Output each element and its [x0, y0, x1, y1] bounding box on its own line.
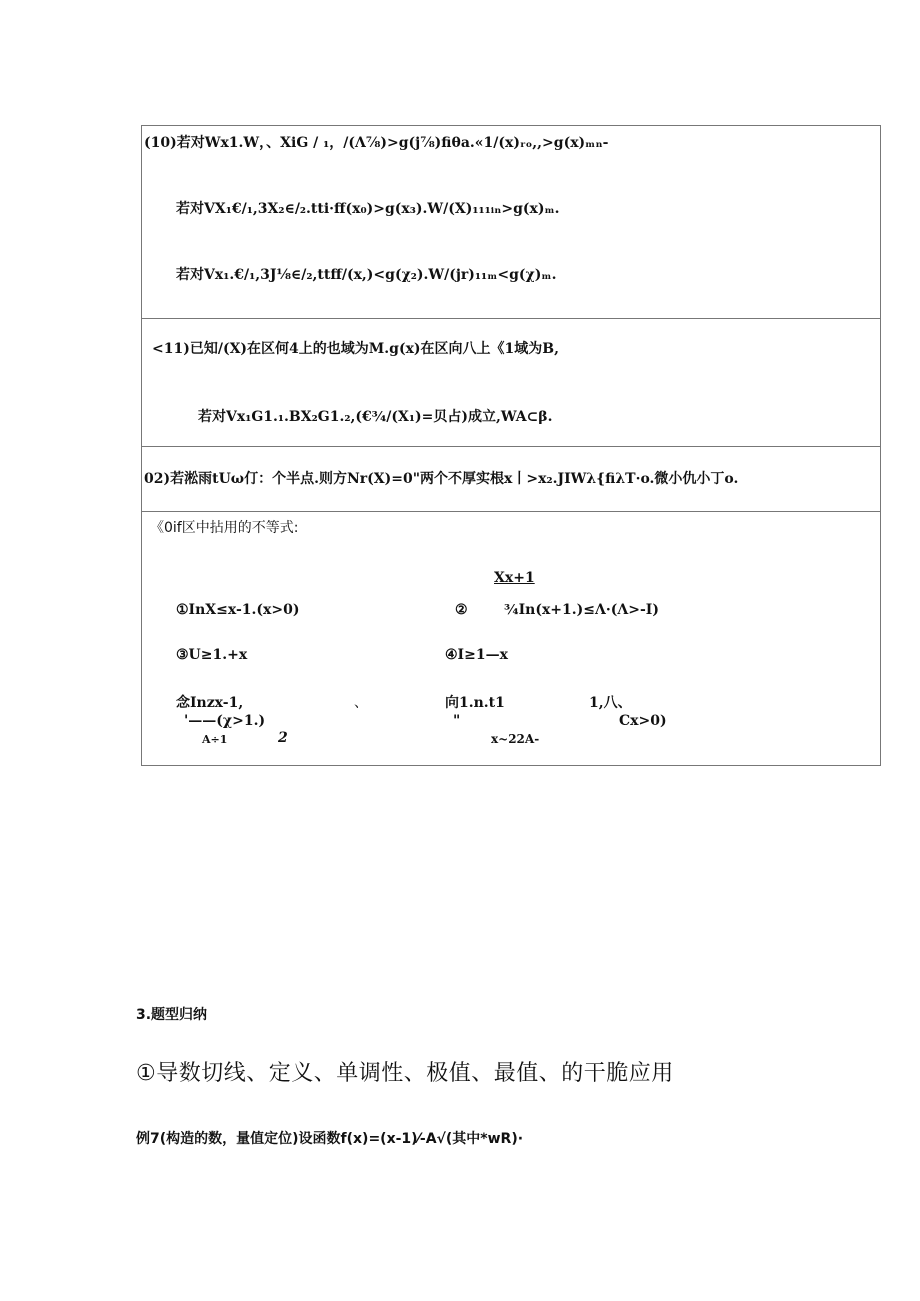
- inequality-6-main: 向1.n.t1: [445, 695, 505, 711]
- box-11: [142, 318, 880, 447]
- inequality-1: ①InX≤x-1.(x>0): [176, 602, 300, 618]
- inequality-2-marker: ②: [455, 602, 468, 618]
- inequality-5-two: 2: [278, 730, 288, 746]
- example-7: 例7(构造的数，量值定位)设函数f(x)=(x-1)⁄-A√(其中*wR)·: [136, 1131, 524, 1147]
- inequality-5-frac: '——(χ>1.): [184, 713, 266, 729]
- inequality-6-quote: ": [453, 713, 461, 729]
- box11-line1: <11)已知/(X)在区何4上的也域为M.g(x)在区向八上《1域为B,: [152, 341, 560, 357]
- box-12: [142, 446, 880, 512]
- inequality-6-condition: Cx>0): [619, 713, 667, 729]
- inequality-4: ④I≥1—x: [445, 647, 508, 663]
- box10-line1: (10)若对Wx1.W，、XiG / ₁，/(Λ⅞)>g(j⅞)fiθa.«1/(x)ᵣₒ,,>g(x)ₘₙ-: [144, 135, 609, 151]
- section-subheading: ①导数切线、定义、单调性、极值、最值、的干脆应用: [136, 1061, 674, 1086]
- inequality-6-denominator: x~22A-: [491, 732, 540, 746]
- box10-line2: 若对VX₁€/₁,3X₂∈/₂.tti·ff(x₀)>g(x₃).W/(X)₁₁₁ᵢₙ>g(x)ₘ.: [176, 201, 560, 217]
- content-box: [141, 125, 881, 766]
- box-13: [142, 511, 880, 765]
- inequality-2: ¾In(x+1.)≤Λ·(Λ>-I): [504, 602, 659, 618]
- box10-line3: 若对Vx₁.€/₁,3J⅛∈/₂,ttff/(x,)<g(χ₂).W/(jr)₁₁ₘ<g(χ)ₘ.: [176, 267, 557, 283]
- inequality-6-right: 1,八、: [589, 695, 632, 711]
- box12-line1: 02)若淞雨tUω仃：个半点.则方Nr(X)=0"两个不厚实根x丨>x₂.JIWλ{fiλT·o.微小仇小丁o.: [144, 471, 739, 487]
- box13-title: 《0if区中拈用的不等式:: [150, 520, 299, 536]
- section-heading: 3.题型归纳: [136, 1007, 208, 1023]
- inequality-3: ③U≥1.+x: [176, 647, 248, 663]
- box-10: [142, 126, 880, 319]
- box11-line2: 若对Vx₁G1.₁.BX₂G1.₂,(€¾/(X₁)=贝占)成立,WA⊂β.: [198, 409, 553, 425]
- inequality-5-main: 念Inzx-1,: [176, 695, 244, 711]
- fraction-top: Xx+1: [494, 570, 535, 586]
- separator-mark: 、: [354, 695, 368, 711]
- inequality-5-denominator: A÷1: [202, 733, 228, 746]
